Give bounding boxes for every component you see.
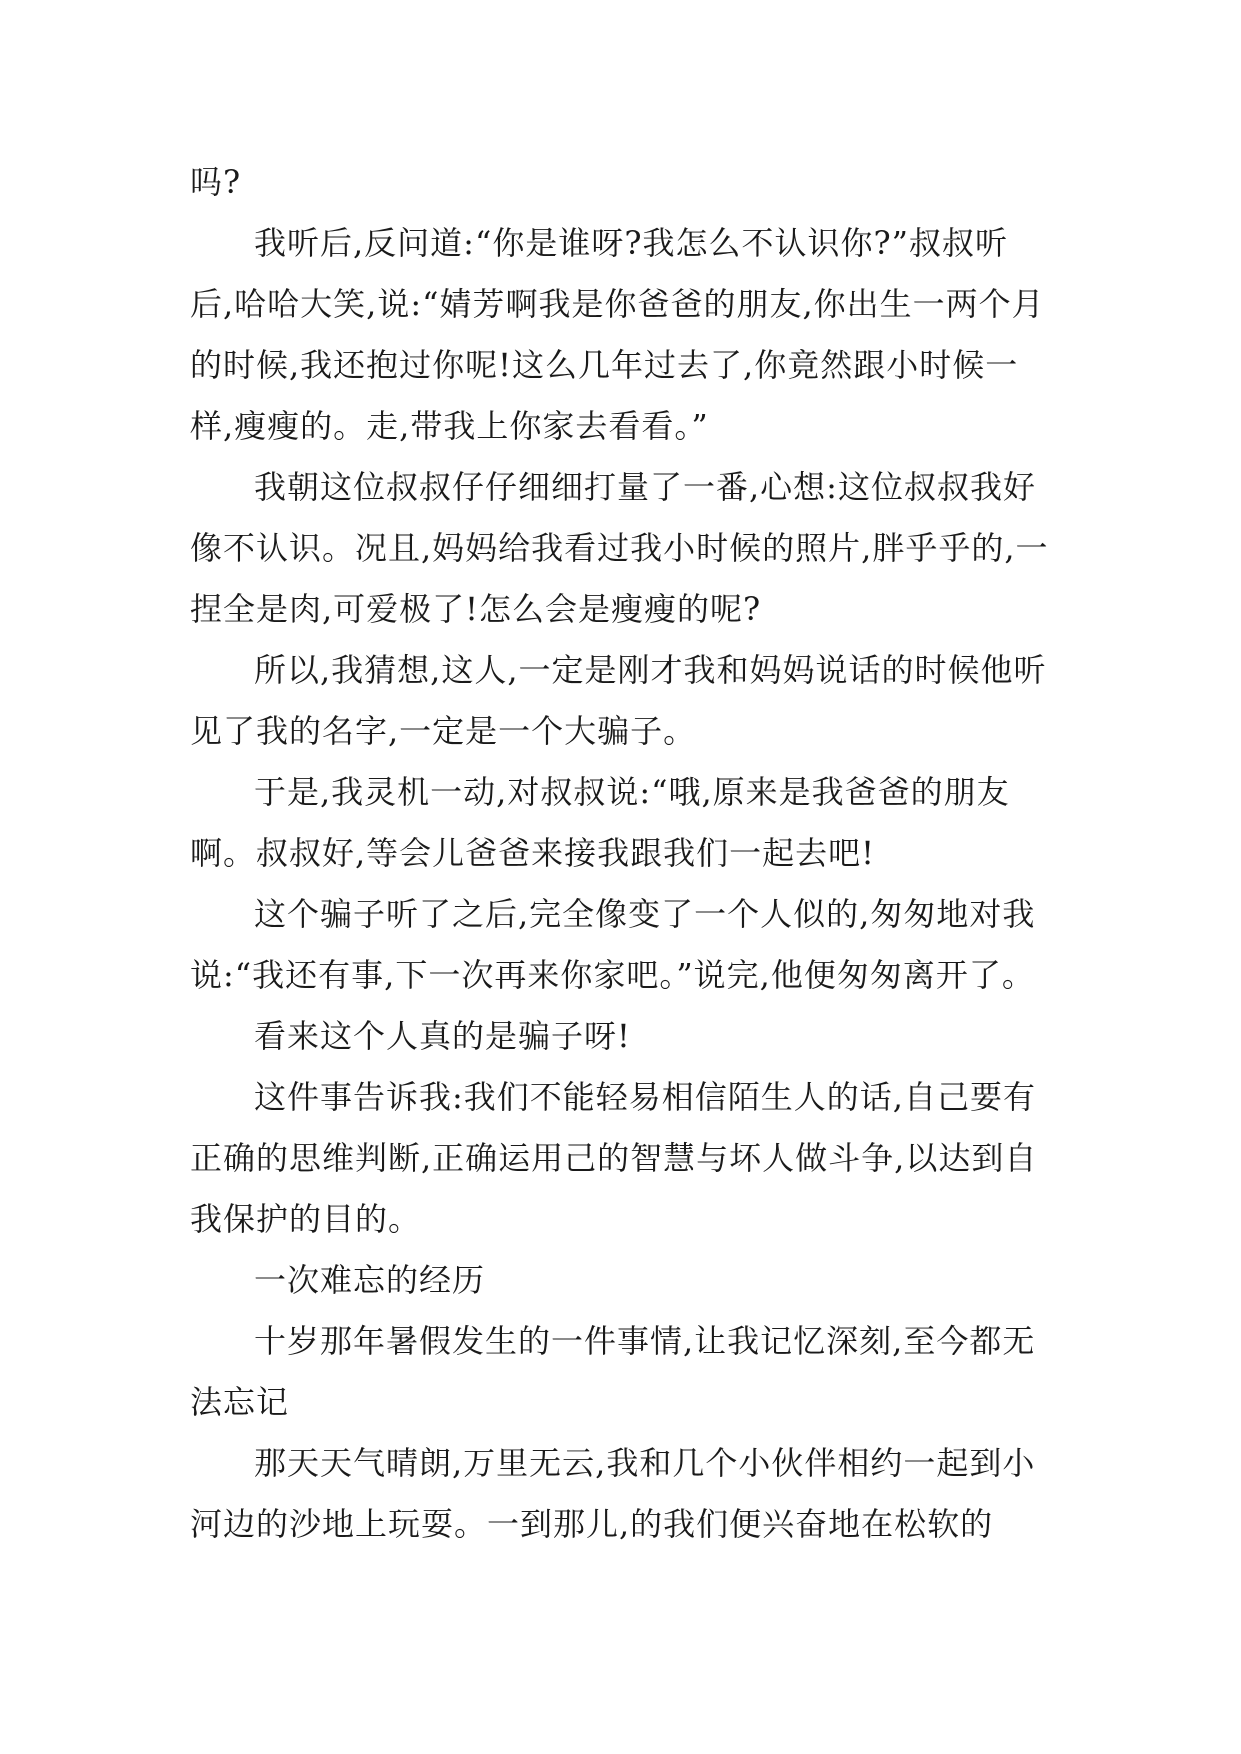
paragraph-4: 所以,我猜想,这人,一定是刚才我和妈妈说话的时候他听见了我的名字,一定是一个大骗子。	[190, 651, 1047, 750]
section-title: 一次难忘的经历	[254, 1261, 486, 1299]
paragraph-1: 吗?	[190, 163, 242, 201]
body-text	[190, 152, 1050, 1555]
paragraph-6: 这个骗子听了之后,完全像变了一个人似的,匆匆地对我说:“我还有事,下一次再来你家吧。”说完,他便匆匆离开了。	[190, 895, 1036, 994]
paragraph-11: 那天天气晴朗,万里无云,我和几个小伙伴相约一起到小河边的沙地上玩耍。一到那儿,的我们便兴奋地在松软的	[190, 1444, 1036, 1543]
paragraph-7: 看来这个人真的是骗子呀!	[254, 1017, 631, 1055]
paragraph-8: 这件事告诉我:我们不能轻易相信陌生人的话,自己要有正确的思维判断,正确运用己的智慧与坏人做斗争,以达到自我保护的目的。	[190, 1078, 1038, 1238]
paragraph-3: 我朝这位叔叔仔仔细细打量了一番,心想:这位叔叔我好像不认识。况且,妈妈给我看过我小时候的照片,胖乎乎的,一捏全是肉,可爱极了!怎么会是瘦瘦的呢?	[190, 468, 1049, 628]
paragraph-10: 十岁那年暑假发生的一件事情,让我记忆深刻,至今都无法忘记	[190, 1322, 1036, 1421]
paragraph-2: 我听后,反问道:“你是谁呀?我怎么不认识你?”叔叔听后,哈哈大笑,说:“婧芳啊我是你爸爸的朋友,你出生一两个月的时候,我还抱过你呢!这么几年过去了,你竟然跟小时候一样,瘦瘦的。走,带我上你家去看看。”	[190, 224, 1045, 445]
paragraph-5: 于是,我灵机一动,对叔叔说:“哦,原来是我爸爸的朋友啊。叔叔好,等会儿爸爸来接我跟我们一起去吧!	[190, 773, 1010, 872]
